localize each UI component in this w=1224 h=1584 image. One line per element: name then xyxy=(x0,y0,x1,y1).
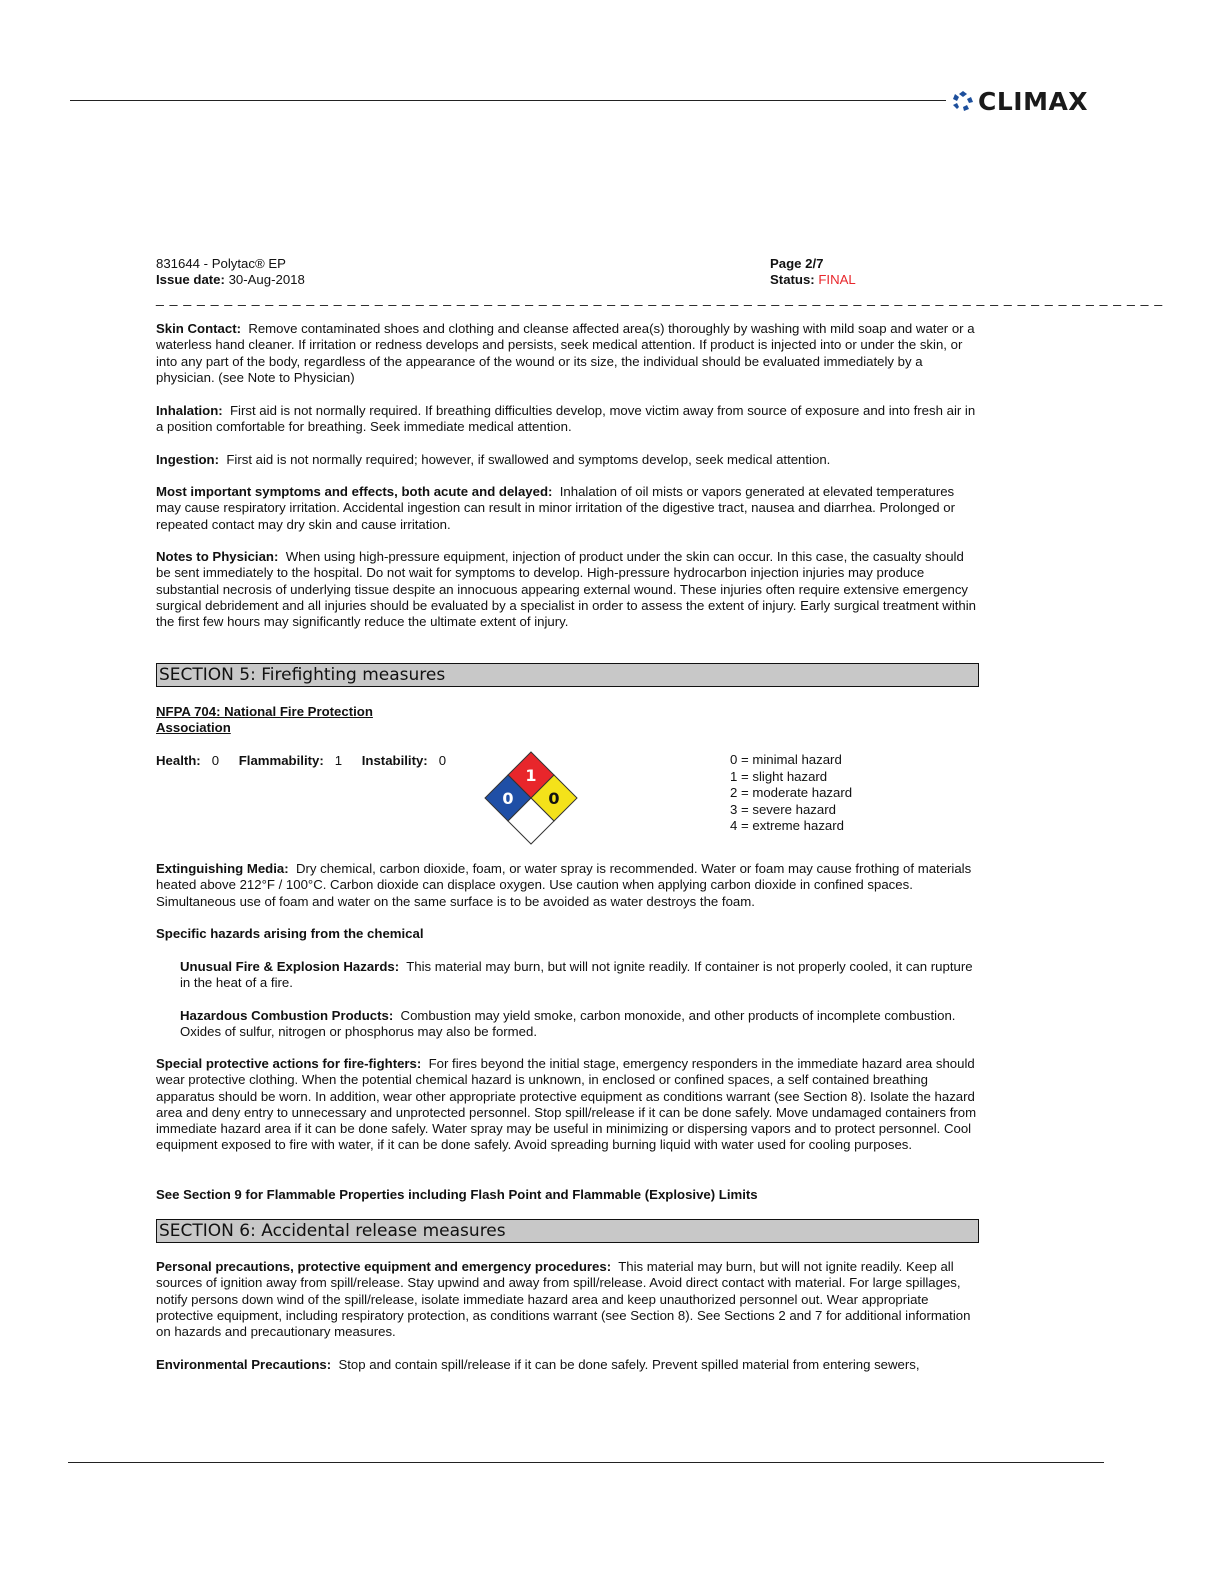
environmental-precautions-text: Stop and contain spill/release if it can be done safely. Prevent spilled material from entering sewers, xyxy=(338,1357,920,1372)
inhalation-label: Inhalation: xyxy=(156,403,223,418)
personal-precautions-paragraph xyxy=(156,1259,982,1340)
extinguishing-text: Dry chemical, carbon dioxide, foam, or water spray is recommended. Water or foam may cause frothing of materials heated above 212°F / 100°C. Carbon dioxide can displace oxygen. Use caution when applying carbon dioxide in confined spaces. Simultaneous use of foam and water on the same surface is to be avoided as water destroys the foam. xyxy=(156,861,972,909)
see-section-9-note: See Section 9 for Flammable Properties including Flash Point and Flammable (Explosive) Limits xyxy=(156,1187,758,1202)
flammability-value: 1 xyxy=(334,753,343,768)
symptoms-paragraph xyxy=(156,484,982,533)
extinguishing-paragraph xyxy=(156,861,982,910)
header-dashed-divider: _ _ _ _ _ _ _ _ _ _ _ _ _ _ _ _ _ _ _ _ _ _ _ _ _ _ _ _ _ _ _ _ _ _ _ _ _ _ _ _ _ _ _ _ _ _ _ _ _ _ _ _ _ _ _ _ _ _ _ _ _ _ _ _ _ _ _ _ _ _ _ _ _ _ xyxy=(156,290,1164,306)
section-6-heading: SECTION 6: Accidental release measures xyxy=(156,1219,979,1243)
instability-label: Instability: xyxy=(361,753,428,768)
hazard-legend xyxy=(730,752,930,835)
unusual-hazards-text: This material may burn, but will not ignite readily. If container is not properly cooled, it can rupture in the heat of a fire. xyxy=(180,959,973,991)
issue-date-value: 30-Aug-2018 xyxy=(228,272,305,288)
combustion-products-label: Hazardous Combustion Products: xyxy=(180,1008,394,1023)
nfpa-diamond xyxy=(484,751,578,845)
physician-text: When using high-pressure equipment, injection of product under the skin can occur. In this case, the casualty should be sent immediately to the hospital. Do not wait for symptoms to develop. High-pressure hydrocarbon injection injuries may produce substantial necrosis of underlying tissue despite an innocuous appearing external wound. These injuries often require extensive emergency surgical debridement and all injuries should be evaluated by a specialist in order to assess the extent of injury. Early surgical treatment within the first few hours may significantly reduce the ultimate extent of injury. xyxy=(156,549,977,630)
flammability-label: Flammability: xyxy=(238,753,324,768)
legend-item: 3 = severe hazard xyxy=(730,801,836,817)
diamond-left-value: 0 xyxy=(502,789,514,808)
ingestion-label: Ingestion: xyxy=(156,452,220,467)
diamond-top-value: 1 xyxy=(525,766,537,785)
product-id: 831644 - Polytac® EP xyxy=(156,256,286,271)
status-line xyxy=(770,272,970,288)
header-rule xyxy=(70,100,946,101)
diamond-right-value: 0 xyxy=(548,789,560,808)
combustion-products-paragraph xyxy=(180,1008,980,1041)
status-label: Status: xyxy=(770,272,815,288)
health-value: 0 xyxy=(211,753,220,768)
skin-contact-text: Remove contaminated shoes and clothing and cleanse affected area(s) thoroughly by washing with mild soap and water or a waterless hand cleaner. If irritation or redness develops and persists, seek medical attention. If product is injected into or under the skin, or into any part of the body, regardless of the appearance of the wound or its size, the individual should be evaluated immediately by a physician. (see Note to Physician) xyxy=(156,321,975,385)
logo-text: CLIMAX xyxy=(978,86,1089,116)
legend-item: 1 = slight hazard xyxy=(730,768,828,784)
physician-label: Notes to Physician: xyxy=(156,549,279,564)
environmental-precautions-label: Environmental Precautions: xyxy=(156,1357,332,1372)
skin-contact-label: Skin Contact: xyxy=(156,321,241,336)
physician-paragraph xyxy=(156,549,982,630)
combustion-products-text: Combustion may yield smoke, carbon monoxide, and other products of incomplete combustion. Oxides of sulfur, nitrogen or phosphorus may also be formed. xyxy=(180,1008,956,1040)
nfpa-ratings xyxy=(156,753,446,769)
unusual-hazards-paragraph xyxy=(180,959,980,992)
personal-precautions-text: This material may burn, but will not ignite readily. Keep all sources of ignition away from spill/release. Stay upwind and away from spill/release. Avoid direct contact with material. For large spillages, notify persons down wind of the spill/release, isolate immediate hazard area and keep unauthorized personnel out. Wear appropriate protective equipment, including respiratory protection, as conditions warrant (see Section 8). See Sections 2 and 7 for additional information on hazards and precautionary measures. xyxy=(156,1259,971,1340)
inhalation-text: First aid is not normally required. If breathing difficulties develop, move victim away from source of exposure and into fresh air in a position comfortable for breathing. Seek immediate medical attention. xyxy=(156,403,976,435)
environmental-precautions-paragraph xyxy=(156,1357,982,1373)
doc-header-right xyxy=(770,256,970,289)
special-actions-label: Special protective actions for fire-fighters: xyxy=(156,1056,422,1071)
personal-precautions-label: Personal precautions, protective equipment and emergency procedures: xyxy=(156,1259,612,1274)
symptoms-label: Most important symptoms and effects, both acute and delayed: xyxy=(156,484,553,499)
extinguishing-label: Extinguishing Media: xyxy=(156,861,289,876)
inhalation-paragraph xyxy=(156,403,982,436)
symptoms-text: Inhalation of oil mists or vapors generated at elevated temperatures may cause respiratory irritation. Accidental ingestion can result in minor irritation of the digestive tract, nausea and diarrhea. Prolonged or repeated contact may dry skin and cause irritation. xyxy=(156,484,955,532)
doc-header-left xyxy=(156,256,576,289)
specific-hazards-heading: Specific hazards arising from the chemical xyxy=(156,926,424,941)
logo-mark-icon xyxy=(952,90,974,112)
health-label: Health: xyxy=(156,753,201,768)
special-actions-paragraph xyxy=(156,1056,982,1154)
skin-contact-paragraph xyxy=(156,321,982,386)
ingestion-text: First aid is not normally required; however, if swallowed and symptoms develop, seek medical attention. xyxy=(226,452,831,467)
legend-item: 4 = extreme hazard xyxy=(730,818,844,834)
page-number: Page 2/7 xyxy=(770,256,824,271)
section-5-heading: SECTION 5: Firefighting measures xyxy=(156,663,979,687)
footer-rule xyxy=(68,1462,1104,1463)
ingestion-paragraph xyxy=(156,452,982,468)
nfpa-title: NFPA 704: National Fire Protection Association xyxy=(156,704,373,736)
issue-date-line xyxy=(156,272,576,288)
status-value: FINAL xyxy=(818,272,856,288)
legend-item: 2 = moderate hazard xyxy=(730,785,853,801)
legend-item: 0 = minimal hazard xyxy=(730,752,842,767)
instability-value: 0 xyxy=(438,753,447,768)
issue-date-label: Issue date: xyxy=(156,272,225,288)
special-actions-text: For fires beyond the initial stage, emergency responders in the immediate hazard area should wear protective clothing. When the potential chemical hazard is unknown, in enclosed or confined spaces, a self contained breathing apparatus should be worn. In addition, wear other appropriate protective equipment as conditions warrant (see Section 8). Isolate the hazard area and deny entry to unnecessary and unprotected personnel. Stop spill/release if it can be done safely. Move undamaged containers from immediate hazard area if it can be done safely. Water spray may be useful in minimizing or dispersing vapors and to protect personnel. Cool equipment exposed to fire with water, if it can be done safely. Avoid spreading burning liquid with water used for cooling purposes. xyxy=(156,1056,977,1153)
unusual-hazards-label: Unusual Fire & Explosion Hazards: xyxy=(180,959,400,974)
company-logo xyxy=(952,87,1088,115)
